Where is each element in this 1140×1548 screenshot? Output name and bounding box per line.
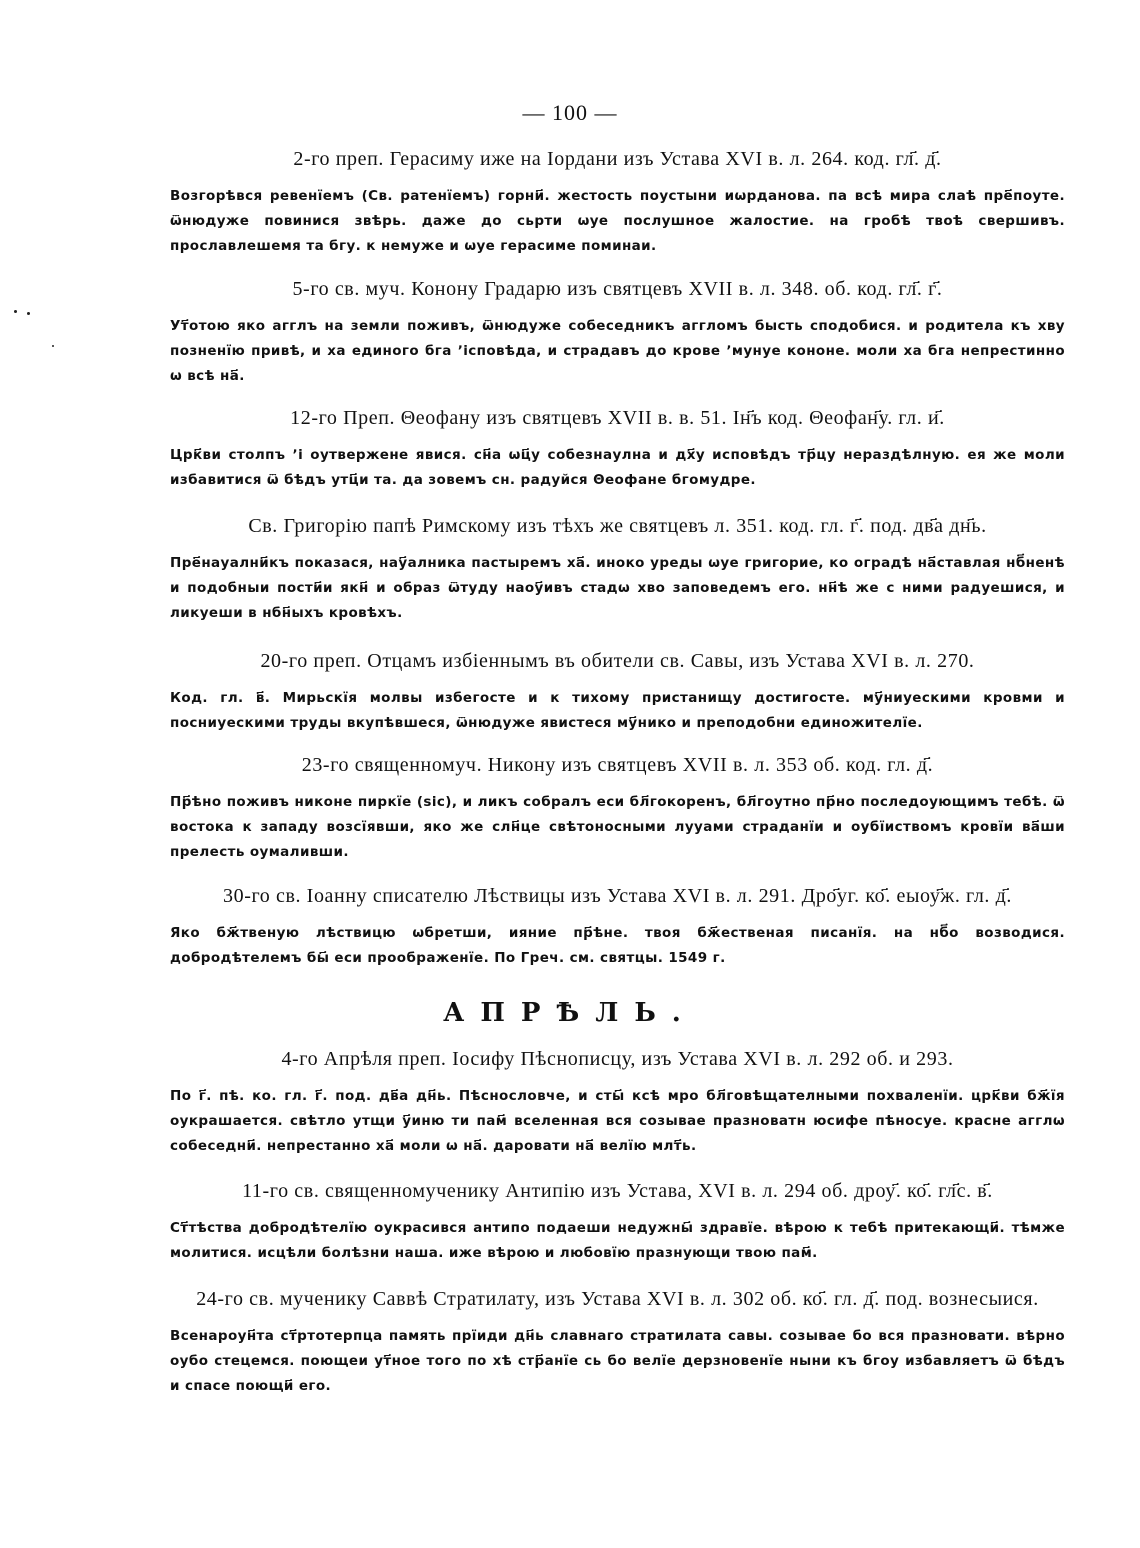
entry-ioann: [170, 883, 1065, 971]
entry-heading: 5-го св. муч. Конону Градарю изъ святцевъ XVII в. л. 348. об. код. гл҃. г҃.: [292, 278, 943, 300]
entry-text: Возгорѣвся ревенїемъ (Св. ратенїемъ) горни҃. жестость поустыни иωрданова. па всѣ мира слаѣ пре҃поуте. ѿнюдуже повинися звѣрь. даже до сьрти ωуе послушное жалостие. на гробѣ твоѣ свершивъ. прославлешемя та бгу. к немуже и ωуе герасиме поминаи.: [170, 188, 1065, 254]
entry-heading: Св. Григорію папѣ Римскому изъ тѣхъ же святцевъ л. 351. код. гл. г҃. под. дв҃а дн҃ь.: [248, 515, 987, 537]
entry-text: Всенароун҃та ст҃ртотерпца память прїиди дн҃ь славнаго стратилата савы. созывае бо вся празновати. вѣрно оубо стецемся. поющеи ут҃ное того по хѣ стр҃анїе сь бо велїе дерзновенїе ныни къ бгоу избавляетъ ѿ бѣдъ и спасе поющи҃ его.: [170, 1328, 1065, 1394]
entry-savva-fathers: [170, 648, 1065, 736]
entry-text: Пр҃ѣно поживъ никоне пиркїе (sic), и ликъ собралъ еси бл҃гокоренъ, бл҃гоутно пр҃но последоующимъ тебѣ. ѿ востока к западу возсїявши, яко же слн҃це свѣтоносными лууами страданїи и оубїиствомъ кровїи ва҃ши прелесть оумаливши.: [170, 794, 1065, 860]
entry-text: Ст҃тѣства добродѣтелїю оукрасився антипо подаеши недужны҃ здравїе. вѣрою к тебѣ притекающи҃. тѣмже молитися. исцѣли болѣзни наша. иже вѣрою и любовїю празнующи твою пам҃.: [170, 1220, 1065, 1261]
entry-iosif: [170, 1046, 1065, 1159]
entry-text: Пре҃науални҃къ показася, нау҃алника пастыремъ ха҃. иноко уреды ωуе григорие, ко оградѣ на҃ставлая нб҃ненѣ и подобныи пости҃и якн҃ и образ ѿтуду наоу҃ивъ стадω хво заповедемъ его. нн҃ѣ же с ними радуешися, и ликуеши в нбн҃ыхъ кровѣхъ.: [170, 555, 1065, 621]
entry-text: Црк҃ви столпъ ʼі оутвержене явися. сн҃а ωц҃у собезнаулна и дх҃у исповѣдъ тр҃цу нераздѣлную. ея же моли избавитися ѿ бѣдъ утц҃и та. да зовемъ сн. радуйся Θеофане бгомудре.: [170, 447, 1065, 488]
page-number: — 100 —: [522, 100, 618, 125]
entry-text: Яко бж҃твеную лѣствицю ωбретши, ияние пр҃ѣне. твоя бж҃ественая писанїя. на нб҃о возводися. добродѣтелемъ бы҃ еси проображенїе. По Греч. см. святцы. 1549 г.: [170, 925, 1065, 966]
entry-text: По г҃. пѣ. ко. гл. г҃. под. дв҃а дн҃ь. Пѣснословче, и сты҃ ксѣ мро бл҃говѣщателными похваленїи. црк҃ви бж҃їя оукрашается. свѣтло утщи у҃иню ти пам҃ вселенная вся созывае празноватн юсифе пѣносуе. красне агглω собеседни҃. непрестанно ха҃ моли ω на҃. даровати на҃ велїю млт҃ь.: [170, 1088, 1065, 1154]
scan-speck: [27, 312, 30, 315]
scan-speck: [52, 345, 54, 347]
entry-savva-stratilat: [170, 1286, 1065, 1399]
month-title: АПРѢЛЬ.: [443, 998, 697, 1028]
entry-heading: 11-го св. священномученику Антипію изъ Устава, XVI в. л. 294 об. дроу҃. ко҃. гл҃с. в҃.: [242, 1180, 993, 1202]
entry-nikon: [170, 752, 1065, 865]
entry-grigoriy: [170, 513, 1065, 626]
entry-feofan: [170, 405, 1065, 493]
entry-heading: 12-го Преп. Θеофану изъ святцевъ XVII в. в. 51. Ін҃ъ код. Θеофан҃у. гл. и҃.: [290, 407, 945, 429]
entry-heading: 20-го преп. Отцамъ избіеннымъ въ обители св. Савы, изъ Устава XVI в. л. 270.: [260, 650, 975, 672]
entry-konon: [170, 276, 1065, 389]
entry-heading: 30-го св. Іоанну списателю Лѣствицы изъ Устава XVI в. л. 291. Дро҃уг. ко҃. еыоу҃ж. гл. д҃.: [223, 885, 1012, 907]
scan-speck: [14, 310, 17, 313]
entry-text: Код. гл. в҃. Мирьскїя молвы избегосте и к тихому пристанищу достигосте. му҃ниуескими кровми и посниуескими труды вкупѣвшеся, ѿнюдуже явистеся му҃нико и преподобни единожителїе.: [170, 690, 1065, 731]
entry-heading: 23-го священномуч. Никону изъ святцевъ XVII в. л. 353 об. код. гл. д҃.: [301, 754, 934, 776]
entry-antipiy: [170, 1178, 1065, 1266]
entry-heading: 2-го преп. Герасиму иже на Іордани изъ Устава XVI в. л. 264. код. гл҃. д҃.: [293, 148, 942, 170]
entry-gerasim: [170, 146, 1065, 259]
entry-heading: 4-го Апрѣля преп. Іосифу Пѣснописцу, изъ Устава XVI в. л. 292 об. и 293.: [281, 1048, 954, 1070]
entry-text: Ут҃отою яко агглъ на земли поживъ, ѿнюдуже собеседникъ аггломъ бысть сподобися. и родитела къ хву позненїю привѣ, и ха единого бга ʼісповѣда, и страдавъ до крове ʼмунуе кононе. моли ха бга непрестинно ω всѣ на҃.: [170, 318, 1065, 384]
entry-heading: 24-го св. мученику Саввѣ Стратилату, изъ Устава XVI в. л. 302 об. ко҃. гл. д҃. под. вознесыися.: [196, 1288, 1039, 1310]
